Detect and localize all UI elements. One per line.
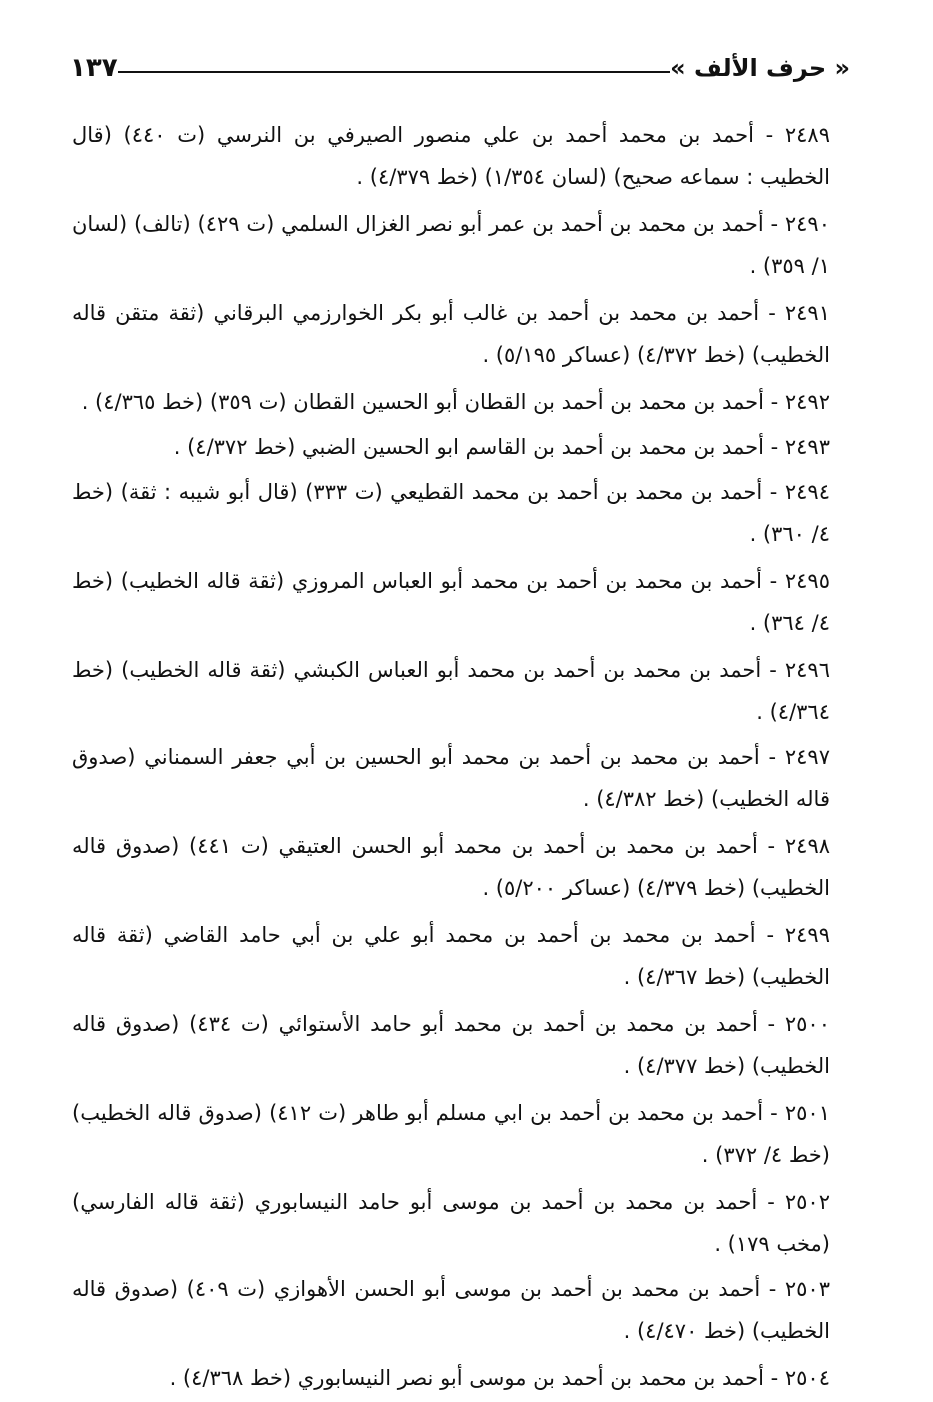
page-number: ١٣٧	[70, 53, 118, 83]
list-item: ٢٤٨٩ - أحمد بن محمد أحمد بن علي منصور الصيرفي بن النرسي (ت ٤٤٠) (قال الخطيب : سماعه صحيح) (لسان ١/٣٥٤) (خط ٤/٣٧٩) .	[72, 123, 830, 189]
list-item: ٢٤٩٥ - أحمد بن محمد بن أحمد بن محمد أبو العباس المروزي (ثقة قاله الخطيب) (خط ٤/ ٣٦٤) .	[72, 569, 830, 635]
list-item: ٢٥٠٢ - أحمد بن محمد بن أحمد بن موسى أبو حامد النيسابوري (ثقة قاله الفارسي) (مخب ١٧٩) .	[72, 1190, 830, 1256]
header-rule	[118, 71, 670, 73]
list-item: ٢٤٩٤ - أحمد بن محمد بن أحمد بن محمد القطيعي (ت ٣٣٣) (قال أبو شيبه : ثقة) (خط ٤/ ٣٦٠) .	[72, 480, 830, 546]
list-item: ٢٤٩٢ - أحمد بن محمد بن أحمد بن القطان أبو الحسين القطان (ت ٣٥٩) (خط ٤/٣٦٥) .	[81, 390, 830, 414]
list-item: ٢٤٩٣ - أحمد بن محمد بن أحمد بن القاسم ابو الحسين الضبي (خط ٤/٣٧٢) .	[173, 435, 830, 459]
page-header	[70, 48, 850, 88]
list-item: ٢٤٩١ - أحمد بن محمد بن أحمد بن غالب أبو بكر الخوارزمي البرقاني (ثقة متقن قاله الخطيب) (خط ٤/٣٧٢) (عساكر ٥/١٩٥) .	[72, 301, 830, 367]
list-item: ٢٥٠٤ - أحمد بن محمد بن أحمد بن موسى أبو نصر النيسابوري (خط ٤/٣٦٨) .	[169, 1366, 830, 1390]
list-item: ٢٥٠٠ - أحمد بن محمد بن أحمد بن محمد أبو حامد الأستوائي (ت ٤٣٤) (صدوق قاله الخطيب) (خط ٤/٣٧٧) .	[72, 1012, 830, 1078]
list-item: ٢٤٩٨ - أحمد بن محمد بن أحمد بن محمد أبو الحسن العتيقي (ت ٤٤١) (صدوق قاله الخطيب) (خط ٤/٣٧٩) (عساكر ٥/٢٠٠) .	[72, 834, 831, 900]
entry-list	[72, 114, 830, 1402]
list-item: ٢٥٠١ - أحمد بن محمد بن أحمد بن ابي مسلم أبو طاهر (ت ٤١٢) (صدوق قاله الخطيب) (خط ٤/ ٣٧٢) .	[72, 1101, 830, 1167]
chapter-title: « حرف الألف »	[670, 54, 850, 82]
list-item: ٢٤٩٠ - أحمد بن محمد بن أحمد بن عمر أبو نصر الغزال السلمي (ت ٤٢٩) (تالف) (لسان ١/ ٣٥٩) .	[72, 212, 830, 278]
list-item: ٢٥٠٣ - أحمد بن محمد بن أحمد بن موسى أبو الحسن الأهوازي (ت ٤٠٩) (صدوق قاله الخطيب) (خط ٤/٤٧٠) .	[72, 1277, 830, 1343]
list-item: ٢٤٩٩ - أحمد بن محمد بن أحمد بن محمد أبو علي بن أبي حامد القاضي (ثقة قاله الخطيب) (خط ٤/٣٦٧) .	[72, 923, 830, 989]
list-item: ٢٤٩٦ - أحمد بن محمد بن أحمد بن محمد أبو العباس الكبشي (ثقة قاله الخطيب) (خط ٤/٣٦٤) .	[72, 658, 830, 724]
list-item: ٢٤٩٧ - أحمد بن محمد بن أحمد بن محمد أبو الحسين بن أبي جعفر السمناني (صدوق قاله الخطيب) (خط ٤/٣٨٢) .	[72, 745, 830, 811]
